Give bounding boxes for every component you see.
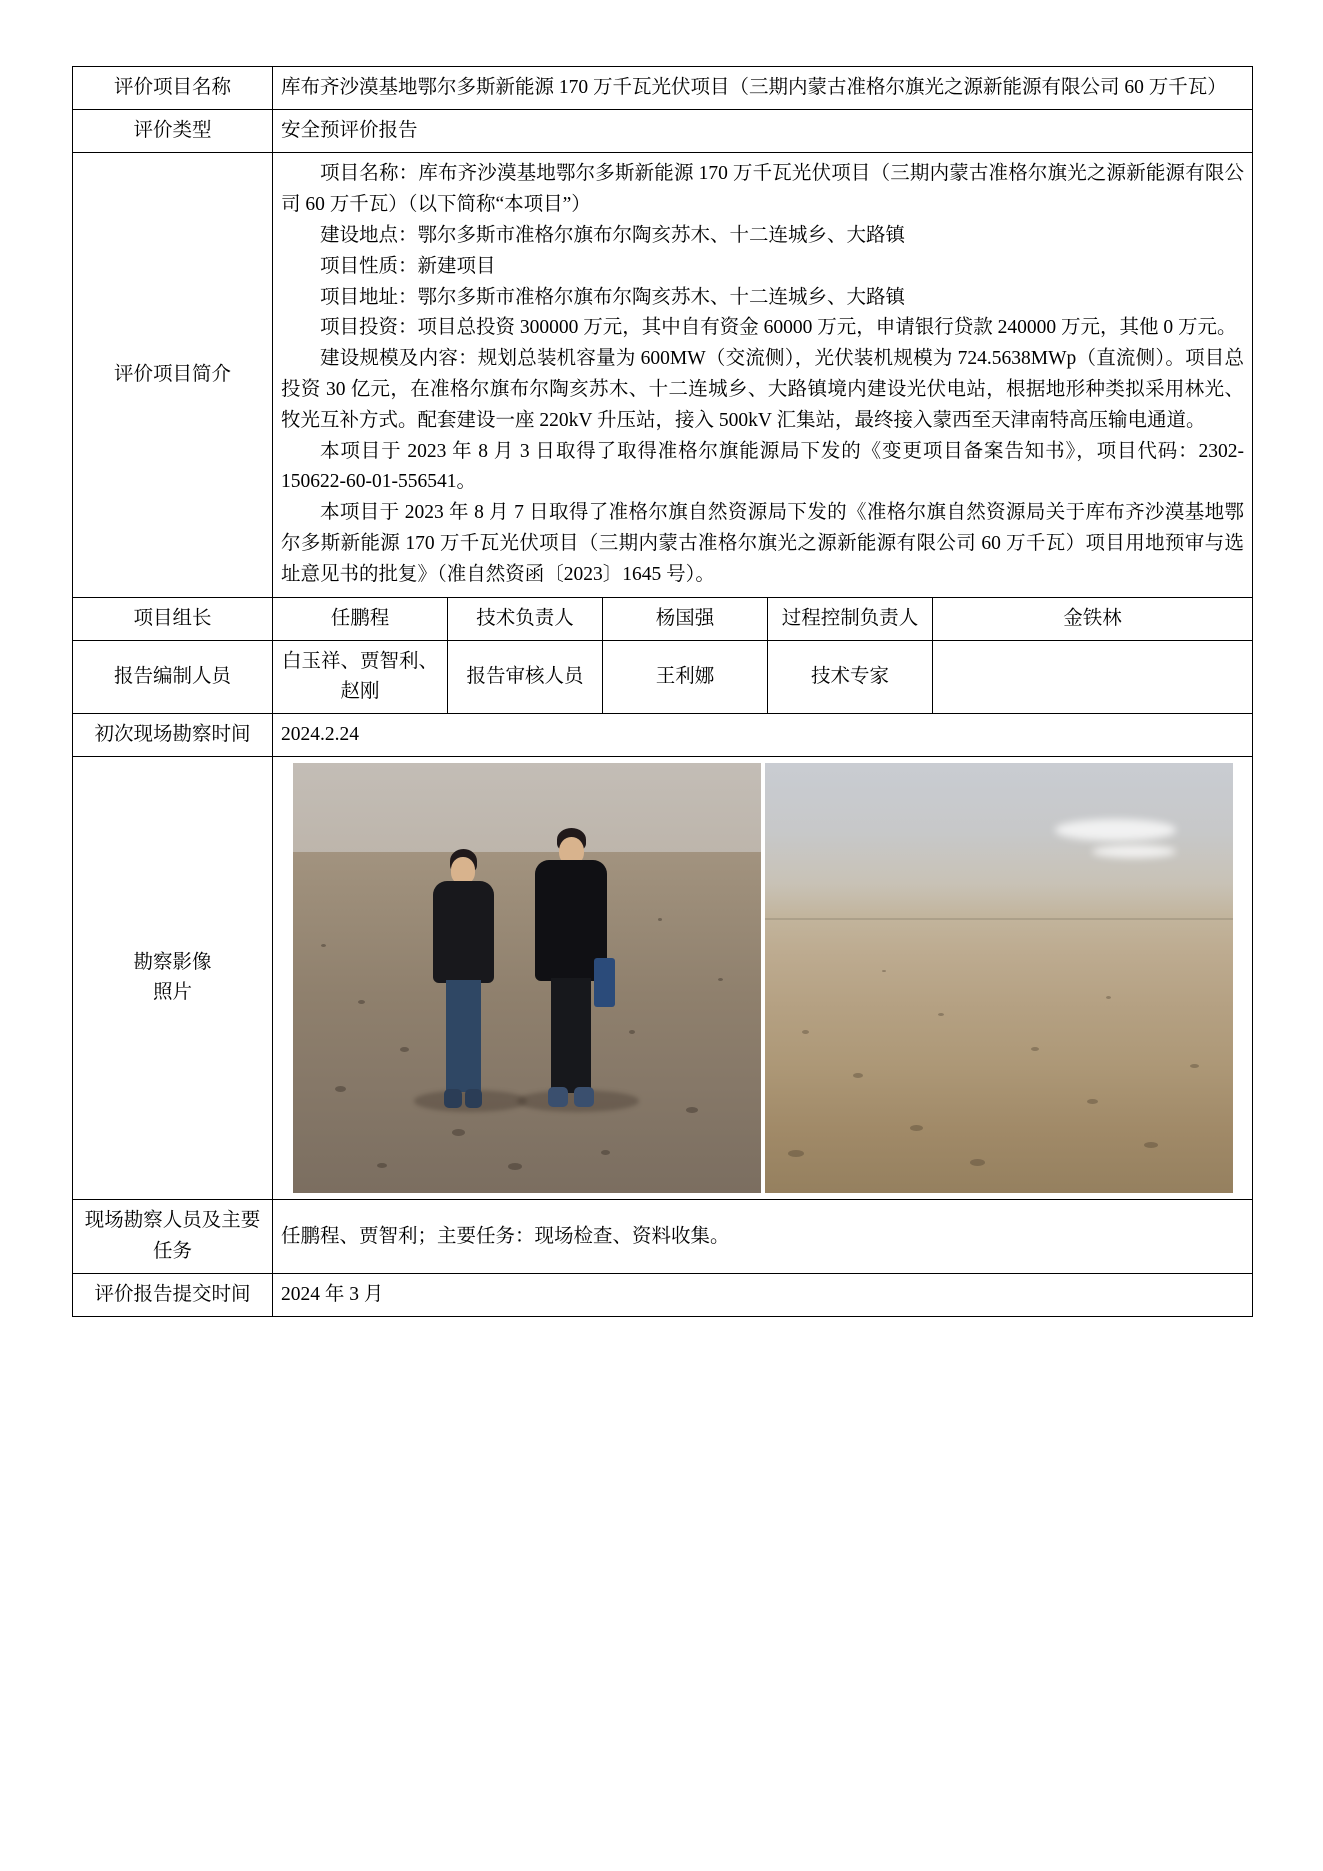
table-row-intro bbox=[73, 153, 1253, 597]
intro-paragraph: 建设规模及内容：规划总装机容量为 600MW（交流侧），光伏装机规模为 724.5638MWp（直流侧）。项目总投资 30 亿元，在准格尔旗布尔陶亥苏木、十二连城乡、大路镇境内建设光伏电站，根据地形种类拟采用林光、牧光互补方式。配套建设一座 220kV 升压站，接入 500kV 汇集站，最终接入蒙西至天津南特高压输电通道。 bbox=[281, 348, 1245, 431]
process-control-label: 过程控制负责人 bbox=[768, 597, 933, 640]
photo1-person-right bbox=[527, 828, 616, 1116]
table-row-submit-date bbox=[73, 1273, 1253, 1316]
photo1-person-left bbox=[424, 849, 504, 1116]
survey-photos-label bbox=[73, 757, 273, 1200]
report-reviewer-label: 报告审核人员 bbox=[448, 640, 603, 713]
report-writer-label: 报告编制人员 bbox=[73, 640, 273, 713]
table-row-project-name bbox=[73, 67, 1253, 110]
photo2-horizon-line bbox=[765, 918, 1233, 920]
table-row-staff bbox=[73, 640, 1253, 713]
process-control-value: 金铁林 bbox=[933, 597, 1253, 640]
photo-gallery bbox=[281, 763, 1244, 1193]
eval-type-value: 安全预评价报告 bbox=[273, 110, 1253, 153]
survey-photos-label-line2: 照片 bbox=[152, 982, 192, 1004]
submit-date-value: 2024 年 3 月 bbox=[273, 1273, 1253, 1316]
intro-paragraph: 项目性质：新建项目 bbox=[320, 255, 496, 277]
eval-type-label: 评价类型 bbox=[73, 110, 273, 153]
site-personnel-photo bbox=[293, 763, 761, 1193]
survey-photos-cell bbox=[273, 757, 1253, 1200]
site-landscape-photo bbox=[765, 763, 1233, 1193]
table-row-survey-date bbox=[73, 714, 1253, 757]
report-writer-value: 白玉祥、贾智利、赵刚 bbox=[273, 640, 448, 713]
surveyors-value: 任鹏程、贾智利；主要任务：现场检查、资料收集。 bbox=[273, 1200, 1253, 1273]
intro-paragraph: 本项目于 2023 年 8 月 3 日取得了取得准格尔旗能源局下发的《变更项目备案告知书》，项目代码：2302-150622-60-01-556541。 bbox=[281, 440, 1245, 493]
survey-photos-label-line1: 勘察影像 bbox=[133, 952, 212, 974]
intro-label: 评价项目简介 bbox=[73, 153, 273, 597]
photo2-cloud bbox=[1092, 845, 1176, 858]
evaluation-info-table bbox=[72, 66, 1253, 1317]
survey-date-value: 2024.2.24 bbox=[273, 714, 1253, 757]
tech-expert-label: 技术专家 bbox=[768, 640, 933, 713]
intro-value bbox=[273, 153, 1253, 597]
table-row-team bbox=[73, 597, 1253, 640]
tech-leader-value: 杨国强 bbox=[603, 597, 768, 640]
tech-expert-value bbox=[933, 640, 1253, 713]
photo2-cloud bbox=[1055, 819, 1177, 841]
project-name-label: 评价项目名称 bbox=[73, 67, 273, 110]
intro-paragraph: 项目投资：项目总投资 300000 万元，其中自有资金 60000 万元，申请银行贷款 240000 万元，其他 0 万元。 bbox=[320, 317, 1237, 339]
intro-paragraph: 建设地点：鄂尔多斯市准格尔旗布尔陶亥苏木、十二连城乡、大路镇 bbox=[320, 225, 906, 247]
intro-paragraph: 项目地址：鄂尔多斯市准格尔旗布尔陶亥苏木、十二连城乡、大路镇 bbox=[320, 286, 906, 308]
table-row-photos bbox=[73, 757, 1253, 1200]
table-row-eval-type bbox=[73, 110, 1253, 153]
team-leader-value: 任鹏程 bbox=[273, 597, 448, 640]
intro-paragraph: 项目名称：库布齐沙漠基地鄂尔多斯新能源 170 万千瓦光伏项目（三期内蒙古准格尔旗光之源新能源有限公司 60 万千瓦）（以下简称“本项目”） bbox=[281, 163, 1245, 216]
intro-paragraph: 本项目于 2023 年 8 月 7 日取得了准格尔旗自然资源局下发的《准格尔旗自然资源局关于库布齐沙漠基地鄂尔多斯新能源 170 万千瓦光伏项目（三期内蒙古准格尔旗光之源新能源有限公司 60 万千瓦）项目用地预审与选址意见书的批复》（准自然资函〔2023〕1645 号）。 bbox=[281, 502, 1245, 585]
table-row-surveyors bbox=[73, 1200, 1253, 1273]
surveyors-label: 现场勘察人员及主要任务 bbox=[73, 1200, 273, 1273]
tech-leader-label: 技术负责人 bbox=[448, 597, 603, 640]
team-leader-label: 项目组长 bbox=[73, 597, 273, 640]
project-name-value: 库布齐沙漠基地鄂尔多斯新能源 170 万千瓦光伏项目（三期内蒙古准格尔旗光之源新能源有限公司 60 万千瓦） bbox=[273, 67, 1253, 110]
report-reviewer-value: 王利娜 bbox=[603, 640, 768, 713]
survey-date-label: 初次现场勘察时间 bbox=[73, 714, 273, 757]
submit-date-label: 评价报告提交时间 bbox=[73, 1273, 273, 1316]
